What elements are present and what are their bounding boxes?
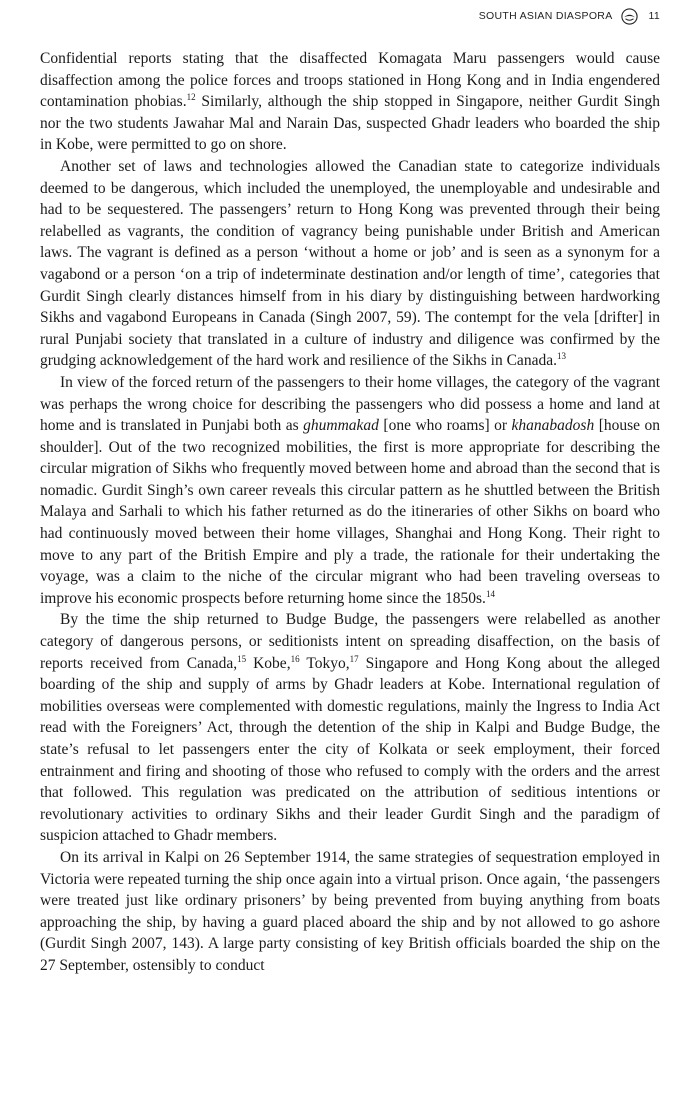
footnote-reference: 13 [556,351,566,362]
footnote-reference: 15 [237,653,247,664]
paragraph [40,156,660,372]
page-number: 11 [648,10,660,22]
paragraph [40,609,660,847]
running-header [479,5,660,27]
text-run: Another set of laws and technologies allowed the Canadian state to categorize individuals deemed to be dangerous, which included the unemployed, the unemployable and undesirable and had to be sequestered. The passengers’ return to Hong Kong was prevented through their being relabelled as vagrants, the condition of vagrancy being punishable under British and American laws. The vagrant is defined as a person ‘without a home or job’ and is seen as a synonym for a vagabond or a person ‘on a trip of indeterminate destination and/or length of time’, categories that Gurdit Singh clearly distances himself from in his diary by distinguishing between hardworking Sikhs and vagabond Europeans in Canada (Singh 2007, 59). The contempt for the vela [drifter] in rural Punjabi society that translated in a culture of industry and diligence was confirmed by the grudging acknowledgement of the hard work and resilience of the Sikhs in Canada. [40,157,660,370]
text-run: Singapore and Hong Kong about the alleged boarding of the ship and supply of arms by Ghadr leaders at Kobe. International regulation of mobilities overseas were complemented with domestic regulations, mainly the Ingress to India Act read with the Foreigners’ Act, through the detention of the ship in Kalpi and Budge Budge, the state’s refusal to let passengers enter the city of Kolkata or seek employment, their forced entrainment and firing and shooting of those who refused to comply with the orders and the arrest that followed. This regulation was predicated on the attribution of seditious intentions or revolutionary activities to ordinary Sikhs and their leader Gurdit Singh and the paradigm of suspicion attached to Ghadr members. [40,654,661,845]
paragraph [40,847,660,977]
paragraph [40,372,660,610]
footnote-reference: 12 [186,92,196,103]
text-run: In view of the forced return of the passengers to their home villages, the category of the vagrant was perhaps the wrong choice for describing the passengers who did possess a home and land at home and is translated in Punjabi both as [40,373,660,435]
text-run: [one who roams] or [378,417,512,435]
footnote-reference: 14 [485,588,495,599]
body-text [40,48,660,977]
paragraph [40,48,660,156]
italic-term: khanabadosh [511,417,595,435]
text-run: [house on shoulder]. Out of the two recognized mobilities, the first is more appropriate for describing the circular migration of Sikhs who frequently moved between home and abroad than the second that is nomadic. Gurdit Singh’s own career reveals this circular pattern as he shuttled between the British Malaya and Sarhali to which his father returned as do the itineraries of other Sikhs on board who had continuously moved between their home villages, Shanghai and Hong Kong. Their right to move to any part of the British Empire and ply a trade, the rationale for their undertaking the voyage, was a claim to the niche of the circular migrant who had been traveling overseas to improve his economic prospects before returning home since the 1850s. [40,417,661,607]
text-run: On its arrival in Kalpi on 26 September 1914, the same strategies of sequestration employed in Victoria were repeated turning the ship once again into a virtual prison. Once again, ‘the passengers were treated just like ordinary prisoners’ by being prevented from buying anything from boats approaching the ship, by having a guard placed aboard the ship and by not allowed to go ashore (Gurdit Singh 2007, 143). A large party consisting of key British officials boarded the ship on the 27 September, ostensibly to conduct [40,848,660,974]
text-run: Confidential reports stating that the disaffected Komagata Maru passengers would cause disaffection among the police forces and troops stationed in Hong Kong and in India engendered contamination phobias. [40,50,660,111]
italic-term: ghummakad [303,417,379,435]
text-run: Similarly, although the ship stopped in Singapore, neither Gurdit Singh nor the two students Jawahar Mal and Narain Das, suspected Ghadr leaders who boarded the ship in Kobe, were permitted to go on shore. [40,93,661,154]
publisher-logo-icon [621,8,638,25]
text-run: Tokyo, [299,654,350,672]
text-run: By the time the ship returned to Budge Budge, the passengers were relabelled as another category of dangerous persons, or seditionists intent on spreading disaffection, on the basis of reports received from Canada, [40,611,660,672]
running-title: SOUTH ASIAN DIASPORA [478,10,613,22]
footnote-reference: 17 [349,653,359,664]
footnote-reference: 16 [290,653,300,664]
text-run: Kobe, [246,654,291,672]
